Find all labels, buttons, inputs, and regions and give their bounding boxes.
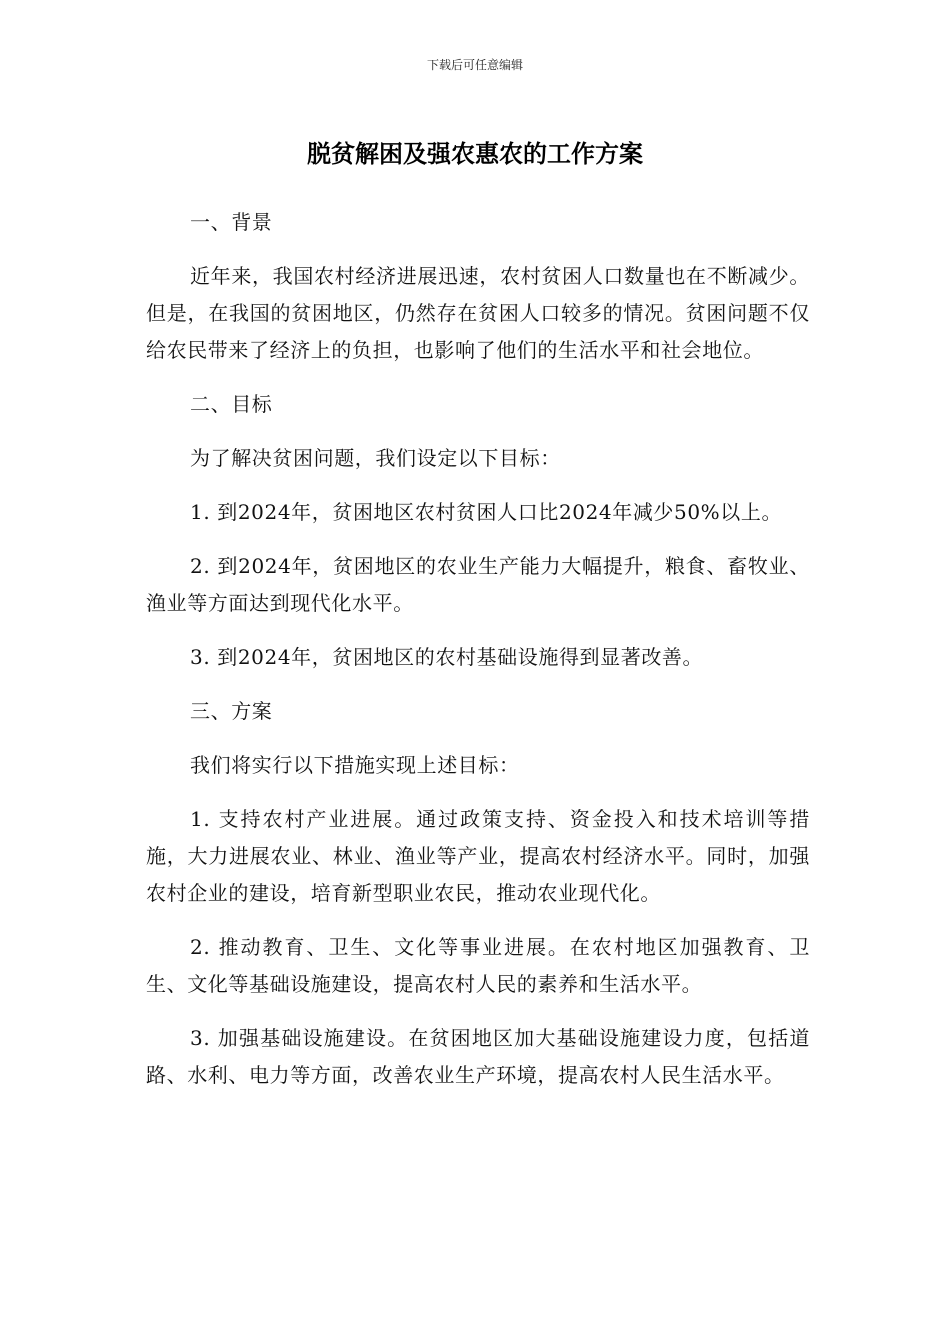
paragraph-goals-intro: 为了解决贫困问题，我们设定以下目标： <box>190 446 561 470</box>
paragraph-background: 近年来，我国农村经济进展迅速，农村贫困人口数量也在不断减少。但是，在我国的贫困地区，仍然存在贫困人口较多的情况。贫困问题不仅给农民带来了经济上的负担，也影响了他们的生活水平和社会地位。 <box>146 264 810 362</box>
plan-item-3: 3. 加强基础设施建设。在贫困地区加大基础设施建设力度，包括道路、水利、电力等方面，改善农业生产环境，提高农村人民生活水平。 <box>146 1026 810 1087</box>
paragraph-plan-intro: 我们将实行以下措施实现上述目标： <box>190 753 520 777</box>
goal-item-1: 1. 到2024年，贫困地区农村贫困人口比2024年减少50%以上。 <box>190 500 783 524</box>
goal-item-3: 3. 到2024年，贫困地区的农村基础设施得到显著改善。 <box>190 645 704 669</box>
plan-item-2: 2. 推动教育、卫生、文化等事业进展。在农村地区加强教育、卫生、文化等基础设施建设，提高农村人民的素养和生活水平。 <box>146 935 810 996</box>
section-heading-plan: 三、方案 <box>190 699 273 723</box>
section-heading-goals: 二、目标 <box>190 392 273 416</box>
section-heading-background: 一、背景 <box>190 210 273 234</box>
document-title: 脱贫解困及强农惠农的工作方案 <box>307 140 643 168</box>
plan-item-1: 1. 支持农村产业进展。通过政策支持、资金投入和技术培训等措施，大力进展农业、林业、渔业等产业，提高农村经济水平。同时，加强农村企业的建设，培育新型职业农民，推动农业现代化。 <box>146 807 810 905</box>
document-body <box>146 204 810 1111</box>
header-note: 下载后可任意编辑 <box>426 58 523 72</box>
goal-item-2: 2. 到2024年，贫困地区的农业生产能力大幅提升，粮食、畜牧业、渔业等方面达到现代化水平。 <box>146 554 810 615</box>
